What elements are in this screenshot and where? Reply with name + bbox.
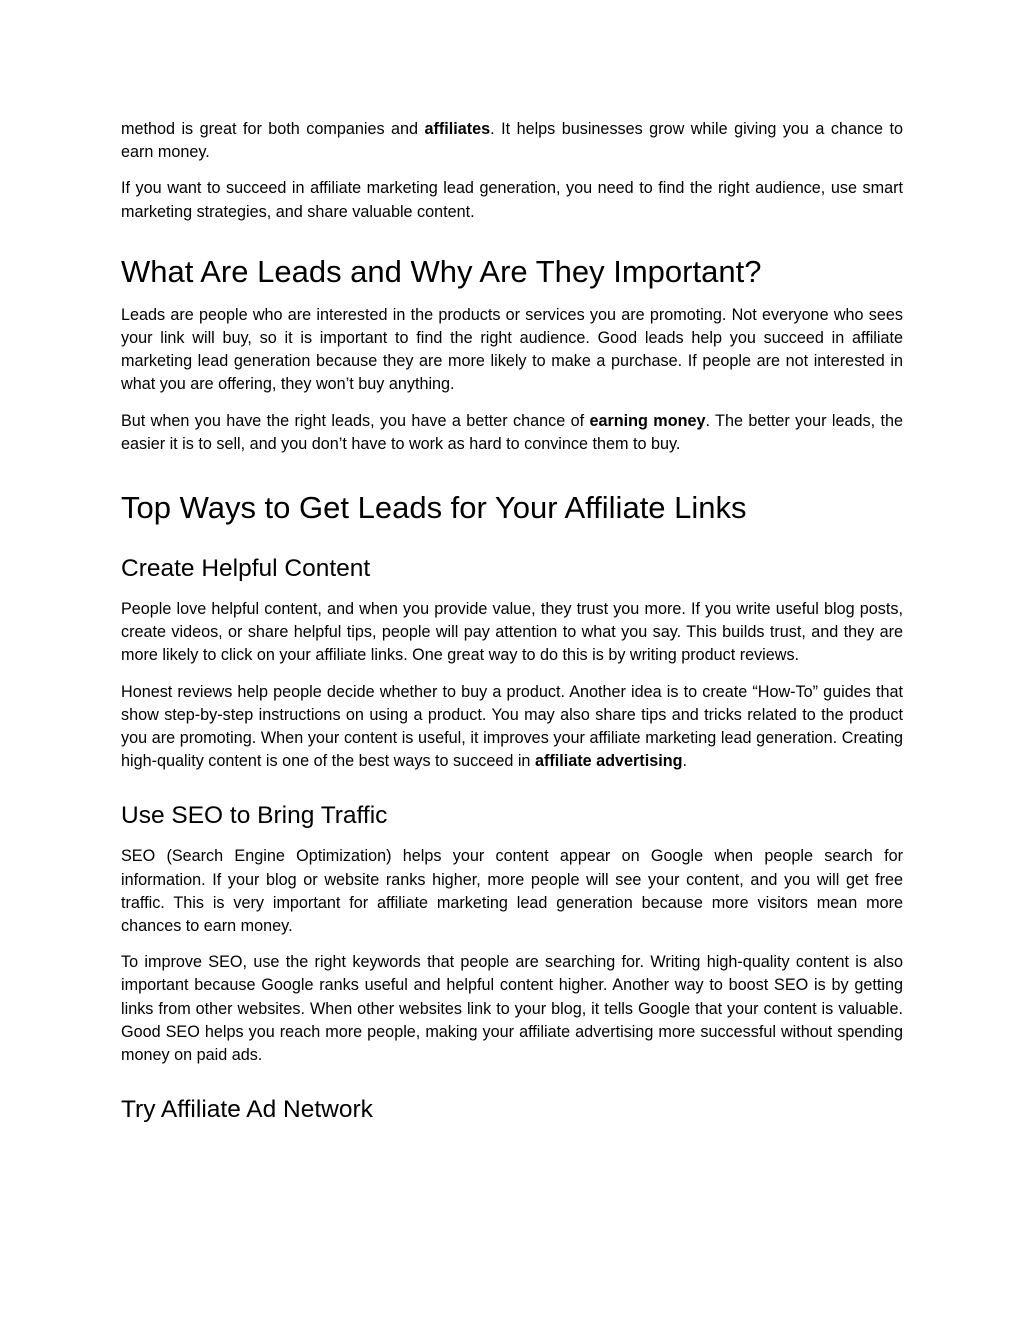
section-heading-top-ways: Top Ways to Get Leads for Your Affiliate Links (121, 490, 747, 526)
bold-text-earning-money: earning money (589, 411, 706, 430)
seo-paragraph-2 (121, 951, 903, 1067)
text-run: Leads are people who are interested in the products or services you are promoting. Not everyone who sees your link will buy, so it is important to find the right audience. Good leads help you succeed in affiliate marketing lead generation because they are more likely to make a purchase. If people are not interested in what you are offering, they won’t buy anything. (121, 305, 903, 394)
bold-text-affiliates: affiliates (424, 120, 491, 138)
section-heading-leads: What Are Leads and Why Are They Important? (121, 253, 762, 289)
subheading-use-seo: Use SEO to Bring Traffic (121, 802, 388, 830)
text-run: . It helps businesses grow while giving you a chance to earn money. (121, 120, 904, 162)
text-run: SEO (Search Engine Optimization) helps your content appear on Google when people search for information. If your blog or website ranks higher, more people will see your content, and you will get free traffic. This is very important for affiliate marketing lead generation because more visitors mean more chances to earn money. (121, 847, 903, 936)
subheading-create-helpful-content: Create Helpful Content (121, 555, 371, 583)
text-run: To improve SEO, use the right keywords that people are searching for. Writing high-quality content is also important because Google ranks useful and helpful content higher. Another way to boost SEO is by getting links from other websites. When other websites link to your blog, it tells Google that your content is valuable. Good SEO helps you reach more people, making your affiliate advertising more successful without spending money on paid ads. (121, 953, 903, 1065)
text-run: Honest reviews help people decide whether to buy a product. Another idea is to create “How-To” guides that show step-by-step instructions on using a product. You may also share tips and tricks related to the product you are promoting. When your content is useful, it improves your affiliate marketing lead generation. Creating high-quality content is one of the best ways to succeed in (121, 682, 903, 771)
intro-paragraph-2 (121, 177, 903, 223)
text-run: . The better your leads, the easier it is to sell, and you don’t have to work as hard to convince them to buy. (121, 411, 904, 453)
text-run: . (682, 752, 687, 771)
leads-paragraph-2 (121, 410, 903, 456)
text-run: But when you have the right leads, you have a better chance of (121, 411, 590, 430)
text-run: If you want to succeed in affiliate marketing lead generation, you need to find the right audience, use smart marketing strategies, and share valuable content. (121, 179, 903, 221)
text-run: method is great for both companies and (121, 120, 425, 138)
seo-paragraph-1 (121, 845, 903, 938)
intro-paragraph-1 (121, 118, 903, 164)
leads-paragraph-1 (121, 304, 903, 397)
document-page (121, 118, 903, 1139)
bold-text-affiliate-advertising: affiliate advertising (534, 752, 683, 771)
content-paragraph-2 (121, 681, 903, 774)
text-run: People love helpful content, and when you provide value, they trust you more. If you write useful blog posts, create videos, or share helpful tips, people will pay attention to what you say. This builds trust, and they are more likely to click on your affiliate links. One great way to do this is by writing product reviews. (121, 600, 903, 665)
content-paragraph-1 (121, 598, 903, 668)
subheading-affiliate-ad-network: Try Affiliate Ad Network (121, 1096, 373, 1124)
